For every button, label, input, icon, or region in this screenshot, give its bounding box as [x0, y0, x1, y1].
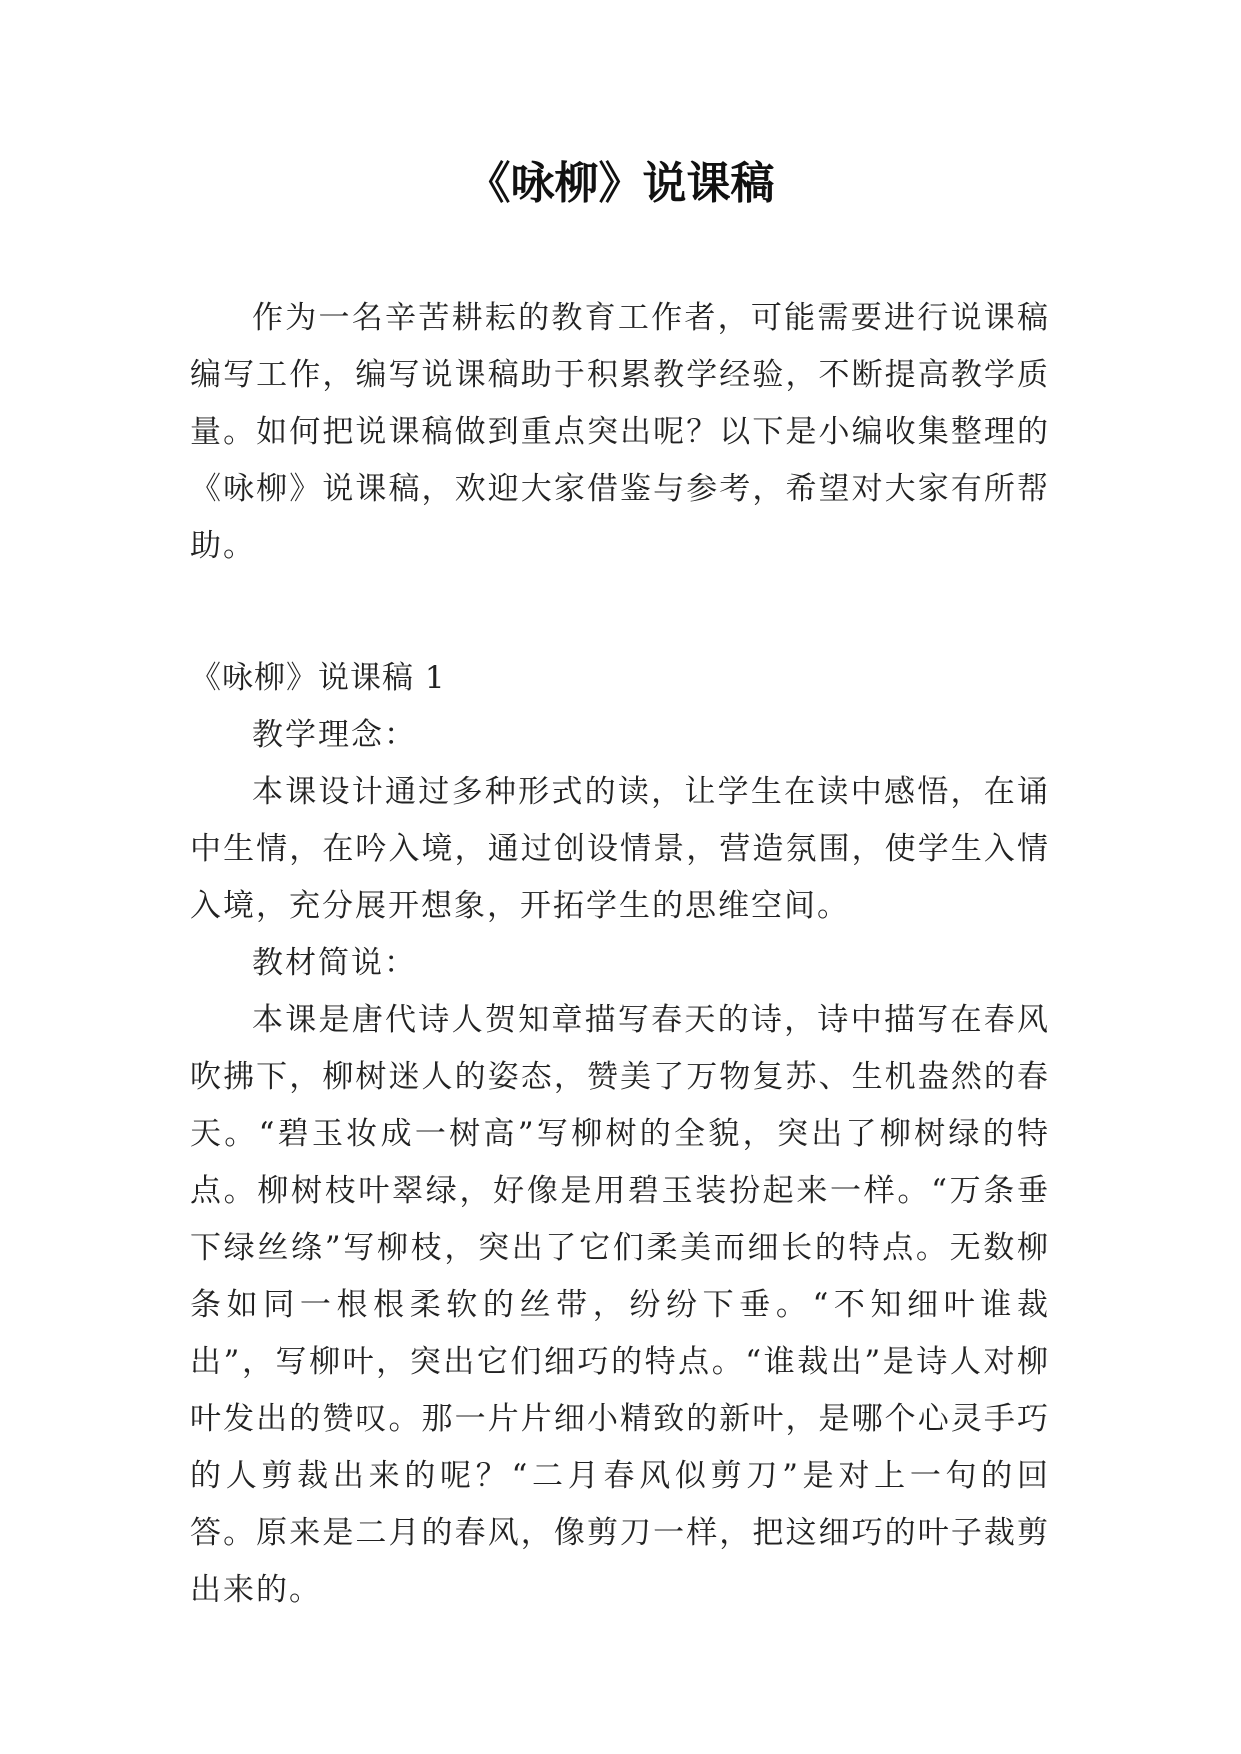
document-body [190, 290, 1050, 1619]
intro-paragraph: 作为一名辛苦耕耘的教育工作者，可能需要进行说课稿编写工作，编写说课稿助于积累教学经验，不断提高教学质量。如何把说课稿做到重点突出呢？以下是小编收集整理的《咏柳》说课稿，欢迎大家借鉴与参考，希望对大家有所帮助。 [190, 300, 1050, 564]
document-title: 《咏柳》说课稿 [466, 158, 775, 209]
teaching-philosophy-label: 教学理念： [252, 717, 417, 753]
teaching-philosophy-paragraph: 本课设计通过多种形式的读，让学生在读中感悟，在诵中生情，在吟入境，通过创设情景，营造氛围，使学生入情入境，充分展开想象，开拓学生的思维空间。 [190, 774, 1050, 924]
textbook-paragraph: 本课是唐代诗人贺知章描写春天的诗，诗中描写在春风吹拂下，柳树迷人的姿态，赞美了万物复苏、生机盎然的春天。“碧玉妆成一树高”写柳树的全貌，突出了柳树绿的特点。柳树枝叶翠绿，好像是用碧玉装扮起来一样。“万条垂下绿丝绦”写柳枝，突出了它们柔美而细长的特点。无数柳条如同一根根柔软的丝带，纷纷下垂。“不知细叶谁裁出”，写柳叶，突出它们细巧的特点。“谁裁出”是诗人对柳叶发出的赞叹。那一片片细小精致的新叶，是哪个心灵手巧的人剪裁出来的呢？“二月春风似剪刀”是对上一句的回答。原来是二月的春风，像剪刀一样，把这细巧的叶子裁剪出来的。 [190, 1002, 1050, 1608]
section-heading: 《咏柳》说课稿 1 [190, 660, 446, 696]
textbook-label: 教材简说： [252, 945, 417, 981]
